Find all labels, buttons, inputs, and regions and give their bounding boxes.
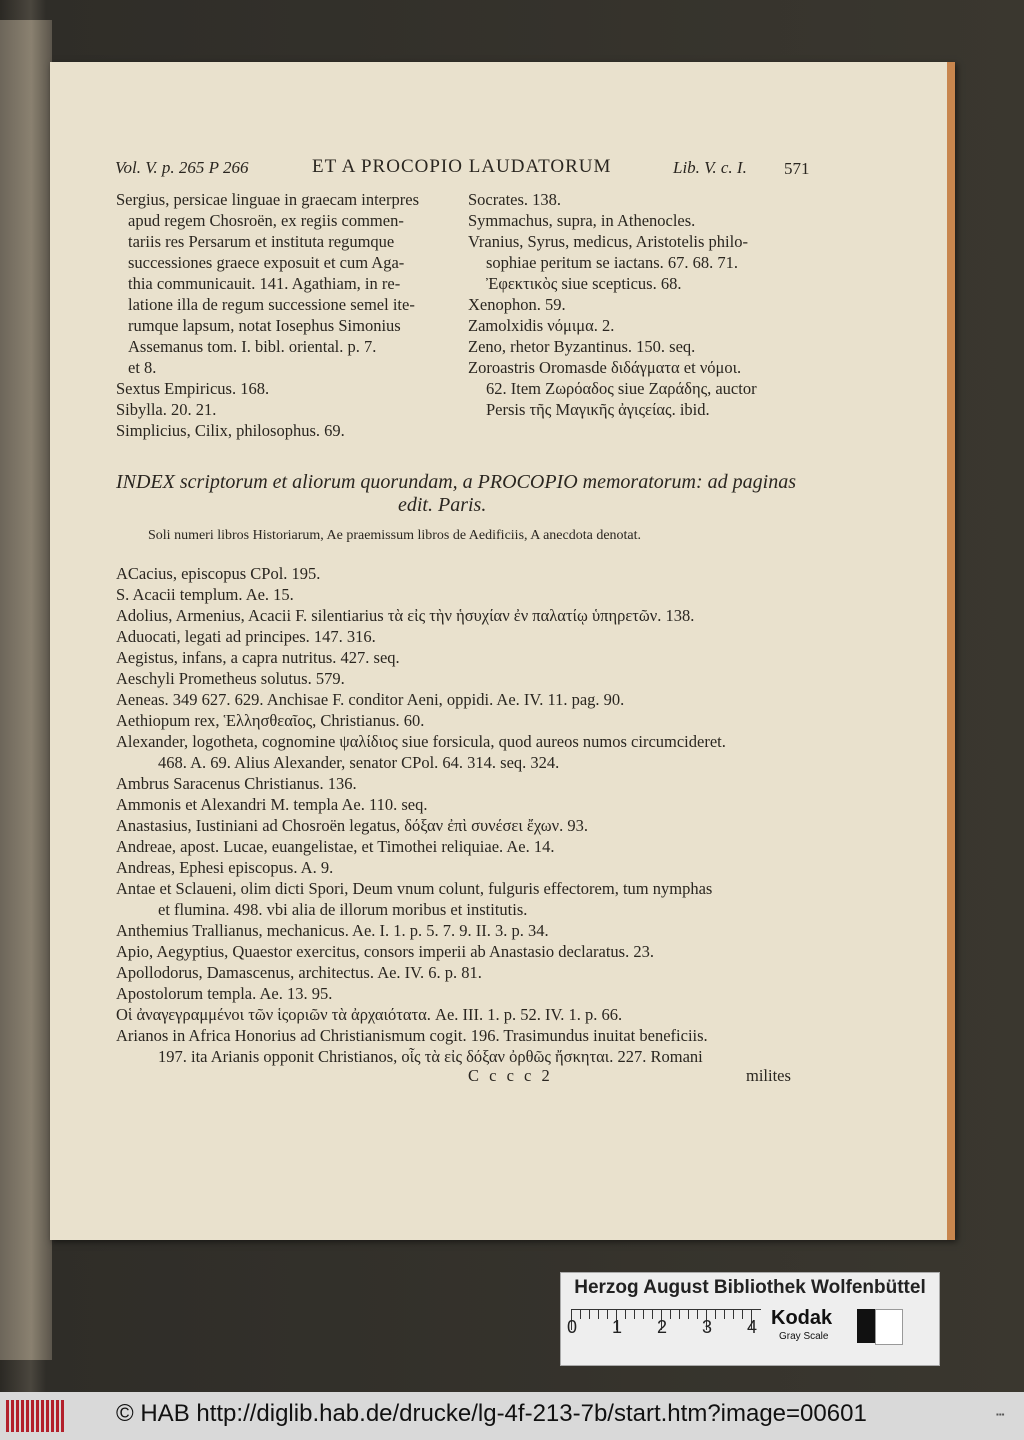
index-entry: Apio, Aegyptius, Quaestor exercitus, consors imperii ab Anastasio declaratus. 23. (116, 942, 654, 961)
index-entry-continued: 197. ita Arianis opponit Christianos, οἷς τὰ εἰς δόξαν ὀρθῶς ἤσκηται. 227. Romani (158, 1047, 703, 1066)
header-volume-ref: Vol. V. p. 265 P 266 (115, 158, 249, 177)
left-line: rumque lapsum, notat Iosephus Simonius (128, 316, 401, 335)
index-entry-continued: et flumina. 498. vbi alia de illorum moribus et institutis. (158, 900, 528, 919)
left-line: latione illa de regum successione semel ite- (128, 295, 415, 314)
left-line: apud regem Chosroën, ex regiis commen- (128, 211, 404, 230)
ruler-tick (688, 1310, 689, 1319)
left-line: Sergius, persicae linguae in graecam interpres (116, 190, 419, 209)
right-line: Socrates. 138. (468, 190, 562, 209)
ruler-tick (634, 1310, 635, 1319)
ruler-tick (679, 1310, 680, 1319)
index-entry: Aethiopum rex, Ἑλλησθεαῖος, Christianus. 60. (116, 711, 425, 730)
index-entry: Apostolorum templa. Ae. 13. 95. (116, 984, 333, 1003)
page-number: 571 (784, 159, 810, 178)
index-entry: Apollodorus, Damascenus, architectus. Ae. IV. 6. p. 81. (116, 963, 482, 982)
ruler-tick (733, 1310, 734, 1319)
left-line: et 8. (128, 358, 157, 377)
page-edge-color (947, 62, 955, 1240)
index-entry: Aegistus, infans, a capra nutritus. 427. seq. (116, 648, 400, 667)
left-line: Sibylla. 20. 21. (116, 400, 217, 419)
header-book-ref: Lib. V. c. I. (673, 158, 747, 177)
index-entry-continued: 468. A. 69. Alius Alexander, senator CPol. 64. 314. seq. 324. (158, 753, 560, 772)
copyright-url[interactable]: © HAB http://diglib.hab.de/drucke/lg-4f-213-7b/start.htm?image=00601 (116, 1400, 867, 1427)
catchword: milites (746, 1066, 791, 1085)
index-entry: Aeneas. 349 627. 629. Anchisae F. conditor Aeni, oppidi. Ae. IV. 11. pag. 90. (116, 690, 625, 709)
ruler-tick (598, 1310, 599, 1319)
right-line: Xenophon. 59. (468, 295, 566, 314)
adjacent-page-edge (0, 20, 52, 1360)
ruler-tick (589, 1310, 590, 1319)
ruler-tick (643, 1310, 644, 1319)
footer-bar (0, 1392, 1024, 1440)
index-entry: Οἱ ἀναγεγραμμένοι τῶν ἱςοριῶν τὰ ἀρχαιότατα. Ae. III. 1. p. 52. IV. 1. p. 66. (116, 1005, 623, 1024)
ruler-number: 4 (747, 1317, 758, 1337)
index-title: INDEX scriptorum et aliorum quorundam, a PROCOPIO memoratorum: ad paginas (116, 471, 796, 493)
right-line: Vranius, Syrus, medicus, Aristotelis philo- (468, 232, 748, 251)
ruler-tick (724, 1310, 725, 1319)
index-title-continued: edit. Paris. (398, 494, 487, 516)
index-entry: Adolius, Armenius, Acacii F. silentiarius τὰ εἰς τὴν ἡσυχίαν ἐν παλατίῳ ὑπηρετῶν. 138. (116, 606, 695, 625)
ruler-number: 1 (612, 1317, 623, 1337)
ruler-tick (670, 1310, 671, 1319)
index-entry: Anthemius Trallianus, mechanicus. Ae. I. 1. p. 5. 7. 9. II. 3. p. 34. (116, 921, 549, 940)
footer-mark: ▪▪▪ (996, 1410, 1005, 1419)
ruler-tick (697, 1310, 698, 1319)
index-entry: Andreas, Ephesi episcopus. A. 9. (116, 858, 334, 877)
ruler-tick (607, 1310, 608, 1319)
index-entry: Ambrus Saracenus Christianus. 136. (116, 774, 357, 793)
header-title: ET A PROCOPIO LAUDATORUM (312, 156, 612, 177)
left-line: successiones graece exposuit et cum Aga- (128, 253, 405, 272)
ruler-tick (652, 1310, 653, 1319)
index-entry: S. Acacii templum. Ae. 15. (116, 585, 294, 604)
left-line: thia communicauit. 141. Agathiam, in re- (128, 274, 401, 293)
right-line: Symmachus, supra, in Athenocles. (468, 211, 696, 230)
index-entry: Alexander, logotheta, cognomine ψαλίδιος siue forsicula, quod aureos numos circumcideret. (116, 732, 726, 751)
kodak-logo: Kodak (771, 1307, 833, 1329)
ruler-tick (742, 1310, 743, 1319)
index-entry: Arianos in Africa Honorius ad Christianismum cogit. 196. Trasimundus inuitat beneficiis. (116, 1026, 708, 1045)
index-entry: Andreae, apost. Lucae, euangelistae, et Timothei reliquiae. Ae. 14. (116, 837, 555, 856)
index-note: Soli numeri libros Historiarum, Ae praemissum libros de Aedificiis, A anecdota denotat. (148, 528, 642, 543)
gray-patch-white (875, 1309, 903, 1345)
index-entry: Aeschyli Prometheus solutus. 579. (116, 669, 345, 688)
gray-scale-label: Gray Scale (779, 1331, 829, 1342)
right-line: Persis τῆς Μαγικῆς ἀγιςείας. ibid. (486, 400, 710, 419)
index-entry: Ammonis et Alexandri M. templa Ae. 110. seq. (116, 795, 428, 814)
left-line: Assemanus tom. I. bibl. oriental. p. 7. (128, 337, 377, 356)
left-line: tariis res Persarum et instituta regumque (128, 232, 395, 251)
right-line: Zamolxidis νόμιμα. 2. (468, 316, 615, 335)
ruler-tick (580, 1310, 581, 1319)
ruler-number: 0 (567, 1317, 578, 1337)
right-line: 62. Item Ζωρόαδος siue Ζαράδης, auctor (486, 379, 757, 398)
right-line: Zoroastris Oromasde διδάγματα et νόμοι. (468, 358, 742, 377)
left-line: Simplicius, Cilix, philosophus. 69. (116, 421, 345, 440)
library-color-card (560, 1272, 940, 1366)
book-page (50, 62, 955, 1240)
barcode-icon (6, 1400, 66, 1432)
index-entry: ACacius, episcopus CPol. 195. (116, 564, 321, 583)
right-line: sophiae peritum se iactans. 67. 68. 71. (486, 253, 739, 272)
right-line: Ἐφεκτικὸς siue scepticus. 68. (486, 274, 682, 293)
index-entry: Aduocati, legati ad principes. 147. 316. (116, 627, 376, 646)
signature-mark: C c c c 2 (468, 1066, 553, 1085)
left-line: Sextus Empiricus. 168. (116, 379, 270, 398)
ruler-number: 3 (702, 1317, 713, 1337)
index-entry: Antae et Sclaueni, olim dicti Spori, Deum vnum colunt, fulguris effectorem, tum nymphas (116, 879, 713, 898)
gray-patch-black (857, 1309, 875, 1343)
ruler-tick (715, 1310, 716, 1319)
right-line: Zeno, rhetor Byzantinus. 150. seq. (468, 337, 696, 356)
ruler-number: 2 (657, 1317, 668, 1337)
library-name: Herzog August Bibliothek Wolfenbüttel (574, 1277, 926, 1298)
ruler-tick (625, 1310, 626, 1319)
index-entry: Anastasius, Iustiniani ad Chosroën legatus, δόξαν ἐπὶ συνέσει ἔχων. 93. (116, 816, 588, 835)
